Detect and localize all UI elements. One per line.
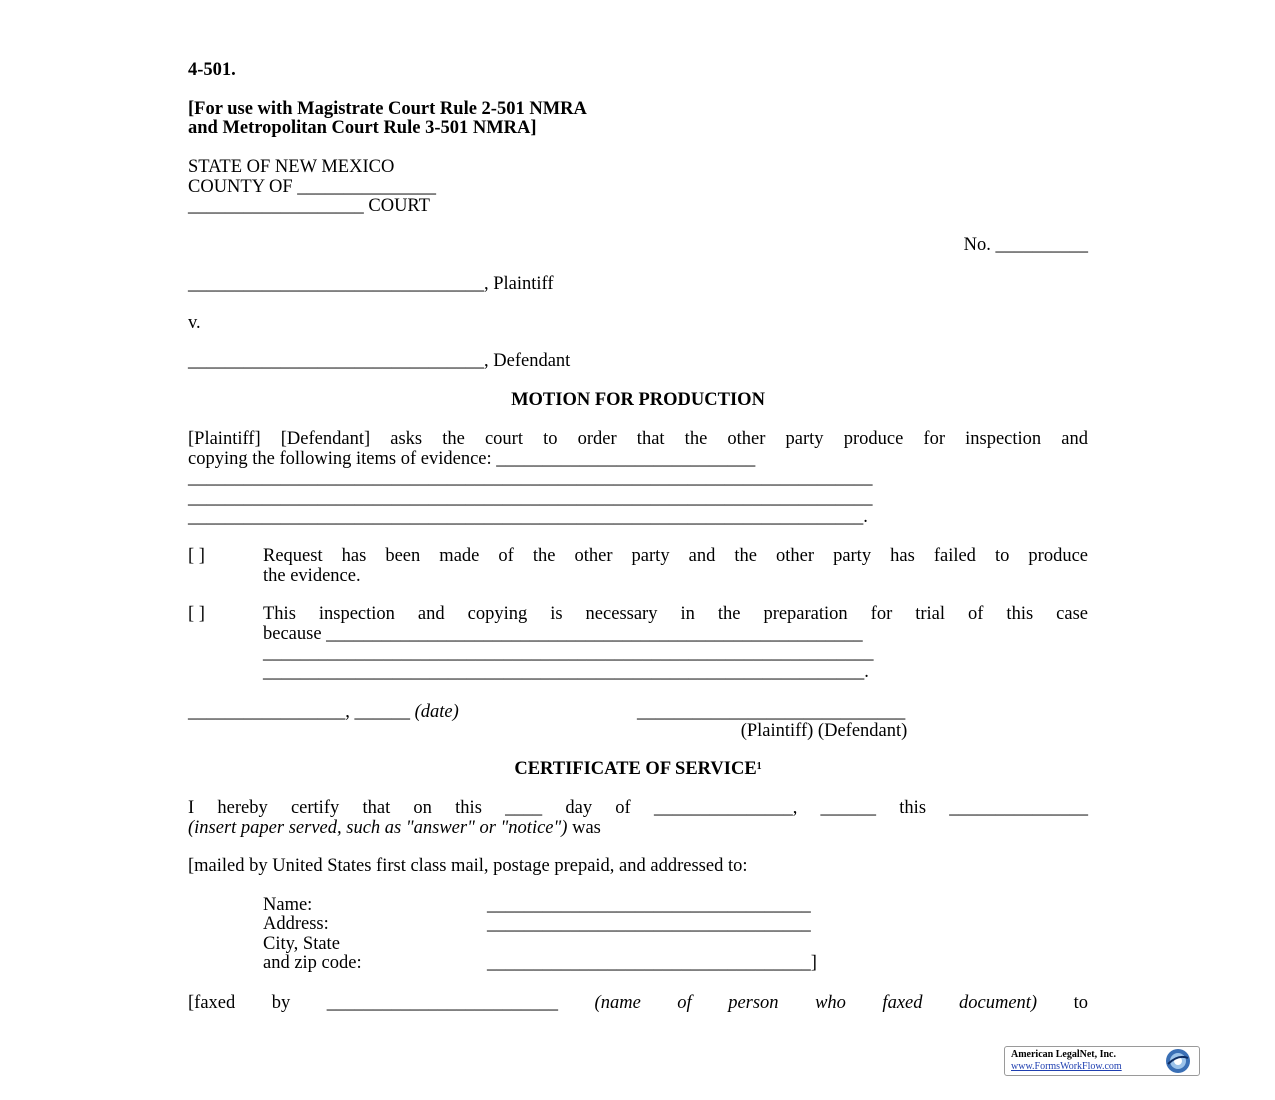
- evidence-blank-line: __________________________________________________________________________: [188, 468, 873, 488]
- motion-title: MOTION FOR PRODUCTION: [511, 390, 765, 410]
- reason-blank-line: _________________________________________________________________.: [263, 662, 869, 682]
- evidence-blank-line: _________________________________________________________________________.: [188, 507, 868, 527]
- motion-body-line2: copying the following items of evidence: ____________________________: [188, 449, 756, 469]
- badge-company: American LegalNet, Inc.: [1011, 1049, 1116, 1060]
- court-field: ___________________ COURT: [188, 196, 430, 216]
- paper-served-hint: (insert paper served, such as "answer" or "notice"): [188, 818, 568, 838]
- option1-text-line2: the evidence.: [263, 566, 361, 586]
- option2-text-line1: This inspection and copying is necessary in the preparation for trial of this case: [263, 604, 1088, 624]
- date-label: (date): [414, 702, 459, 722]
- faxed-to: to: [1073, 993, 1088, 1013]
- state-label: STATE OF NEW MEXICO: [188, 157, 395, 177]
- date-blank: _________________, ______: [188, 702, 415, 722]
- defendant-field: ________________________________, Defendant: [188, 351, 571, 371]
- motion-body-line1: [Plaintiff] [Defendant] asks the court to order that the other party produce for inspection and: [188, 429, 1088, 449]
- versus-label: v.: [188, 313, 201, 333]
- city-state-label: City, State: [263, 934, 340, 954]
- zip-code-label: and zip code:: [263, 953, 362, 973]
- globe-logo-icon: [1165, 1048, 1191, 1074]
- faxed-option: [188, 993, 1088, 1013]
- option1-checkbox: [ ]: [188, 546, 205, 566]
- case-number-field: No. __________: [963, 235, 1088, 255]
- certificate-title: [188, 759, 1088, 779]
- county-field: COUNTY OF _______________: [188, 177, 437, 197]
- name-blank: ___________________________________: [487, 895, 811, 915]
- rule-reference-line2: and Metropolitan Court Rule 3-501 NMRA]: [188, 118, 537, 138]
- plaintiff-field: ________________________________, Plaintiff: [188, 274, 554, 294]
- american-legalnet-badge[interactable]: [1004, 1046, 1200, 1076]
- certificate-line1: I hereby certify that on this ____ day of _______________, ______ this _______________: [188, 798, 1088, 818]
- zip-code-blank: ___________________________________]: [487, 953, 817, 973]
- address-blank: ___________________________________: [487, 914, 811, 934]
- option2-text-line2: because __________________________________________________________: [263, 624, 863, 644]
- form-number: 4-501.: [188, 60, 236, 80]
- reason-blank-line: __________________________________________________________________: [263, 643, 874, 663]
- faxed-by-blank: [faxed by _________________________: [188, 993, 559, 1013]
- certificate-line2: [188, 818, 601, 838]
- date-field: [188, 702, 459, 722]
- certificate-title-text: CERTIFICATE OF SERVICE: [514, 759, 757, 779]
- footnote-marker: 1: [756, 761, 762, 772]
- option2-checkbox: [ ]: [188, 604, 205, 624]
- signature-label: (Plaintiff) (Defendant): [740, 721, 908, 741]
- option1-text-line1: Request has been made of the other party and the other party has failed to produce: [263, 546, 1088, 566]
- evidence-blank-line: __________________________________________________________________________: [188, 488, 873, 508]
- faxed-by-hint: (name of person who faxed document): [594, 993, 1038, 1013]
- signature-blank: _____________________________: [637, 702, 906, 722]
- address-label: Address:: [263, 914, 329, 934]
- name-label: Name:: [263, 895, 313, 915]
- mailed-option: [mailed by United States first class mail, postage prepaid, and addressed to:: [188, 856, 748, 876]
- certificate-line2-tail: was: [567, 818, 601, 838]
- badge-url-link[interactable]: www.FormsWorkFlow.com: [1011, 1061, 1122, 1072]
- rule-reference-line1: [For use with Magistrate Court Rule 2-501 NMRA: [188, 99, 587, 119]
